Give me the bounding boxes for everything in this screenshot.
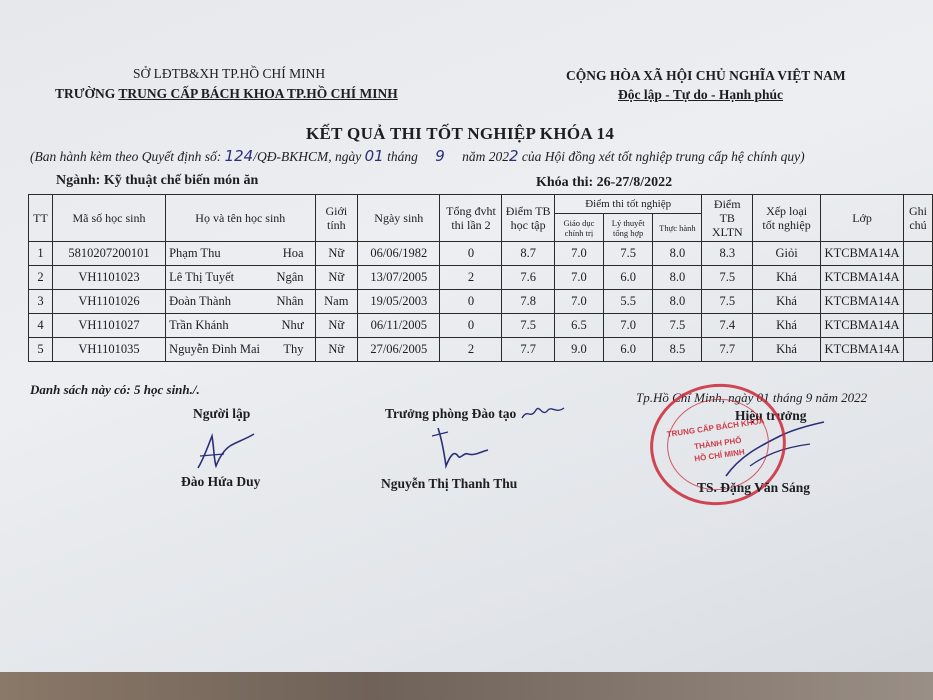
cell-full-name: [166, 338, 315, 362]
col-gender: [315, 195, 358, 242]
cell-theory: 6.0: [604, 338, 653, 362]
preparer-title: Người lập: [193, 406, 251, 421]
cell-note: [904, 242, 933, 266]
school-prefix: TRƯỜNG: [55, 86, 119, 101]
dept-head-name: Nguyễn Thị Thanh Thu: [381, 476, 518, 491]
cell-final: 8.3: [702, 242, 753, 266]
cell-theory: 7.0: [604, 314, 653, 338]
table-body: [29, 242, 933, 362]
major-label: Ngành: Kỹ thuật chế biến món ăn: [56, 173, 259, 188]
cell-tt: 3: [29, 290, 53, 314]
cell-full-name: [166, 290, 315, 314]
col-retake-l2: thi lần 2: [451, 218, 491, 232]
cell-politics: 6.5: [554, 314, 603, 338]
cell-gpa: 7.8: [502, 290, 554, 314]
results-table: [28, 194, 933, 362]
decision-subtitle: [30, 147, 805, 165]
cell-retake: 0: [440, 290, 502, 314]
col-final: [702, 195, 753, 242]
cell-retake: 0: [440, 314, 502, 338]
col-rank-l2: tốt nghiệp: [762, 218, 811, 232]
preparer-signature: [190, 428, 260, 473]
col-retake-l1: Tổng đvht: [446, 204, 496, 218]
cell-gender: Nữ: [315, 266, 358, 290]
student-first-name: Hoa: [282, 246, 304, 260]
col-student-id: Mã số học sinh: [52, 195, 165, 242]
student-last-name: Phạm Thu: [169, 246, 221, 260]
col-exam-group: Điểm thi tốt nghiệp: [554, 195, 702, 214]
decision-number: 124: [224, 147, 254, 165]
col-exam-theory: [604, 214, 653, 242]
student-first-name: Thy: [283, 342, 304, 356]
cell-rank: Giỏi: [753, 242, 821, 266]
cell-note: [904, 266, 933, 290]
table-row: [29, 314, 933, 338]
table-row: [29, 338, 933, 362]
subtitle-part4: năm 202: [462, 149, 509, 164]
cell-gender: Nữ: [315, 314, 358, 338]
document-title: KẾT QUẢ THI TỐT NGHIỆP KHÓA 14: [306, 124, 615, 143]
cell-final: 7.5: [702, 266, 753, 290]
cell-class: KTCBMA14A: [821, 242, 904, 266]
cell-student-id: 5810207200101: [52, 242, 165, 266]
cell-student-id: VH1101027: [52, 314, 165, 338]
school-name-underlined: TRUNG CẤP BÁCH KHOA TP.HỒ CHÍ MINH: [118, 86, 398, 101]
ministry-name: SỞ LĐTB&XH TP.HỒ CHÍ MINH: [133, 66, 326, 81]
desk-surface: [0, 672, 933, 700]
table-row: [29, 266, 933, 290]
cell-retake: 2: [440, 338, 502, 362]
cell-gender: Nữ: [315, 242, 358, 266]
cell-note: [904, 314, 933, 338]
cell-rank: Khá: [753, 266, 821, 290]
cell-gpa: 7.6: [502, 266, 554, 290]
col-rank-l1: Xếp loại: [766, 204, 808, 218]
student-last-name: Đoàn Thành: [169, 294, 231, 308]
stamp-line1: TRUNG CẤP BÁCH KHOA: [666, 416, 766, 439]
cell-dob: 06/06/1982: [358, 242, 440, 266]
exam-period: Khóa thi: 26-27/8/2022: [536, 175, 673, 190]
student-first-name: Như: [281, 318, 304, 332]
dept-head-signature: [420, 422, 490, 472]
cell-class: KTCBMA14A: [821, 314, 904, 338]
col-note-l2: chú: [909, 218, 927, 232]
col-tt: TT: [29, 195, 53, 242]
cell-practice: 8.0: [653, 242, 702, 266]
cell-class: KTCBMA14A: [821, 266, 904, 290]
student-first-name: Nhân: [276, 294, 304, 308]
student-last-name: Lê Thị Tuyết: [169, 270, 235, 284]
cell-theory: 5.5: [604, 290, 653, 314]
cell-full-name: [166, 266, 315, 290]
cell-politics: 7.0: [554, 290, 603, 314]
cell-student-id: VH1101035: [52, 338, 165, 362]
national-motto: Độc lập - Tự do - Hạnh phúc: [618, 87, 784, 102]
col-retake: [440, 195, 502, 242]
cell-tt: 1: [29, 242, 53, 266]
cell-gpa: 7.5: [502, 314, 554, 338]
col-theory-l2: tổng hợp: [613, 227, 644, 238]
cell-theory: 6.0: [604, 266, 653, 290]
cell-final: 7.7: [702, 338, 753, 362]
preparer-name: Đào Hứa Duy: [181, 474, 261, 489]
col-rank: [753, 195, 821, 242]
cell-final: 7.5: [702, 290, 753, 314]
cell-note: [904, 290, 933, 314]
subtitle-part3: tháng: [387, 149, 418, 164]
cell-gpa: 7.7: [502, 338, 554, 362]
cell-dob: 06/11/2005: [358, 314, 440, 338]
cell-practice: 8.5: [653, 338, 702, 362]
subtitle-part5: của Hội đồng xét tốt nghiệp trung cấp hệ chính quy): [521, 149, 805, 164]
col-class: Lớp: [821, 195, 904, 242]
principal-title: Hiệu trưởng: [735, 408, 807, 423]
stamp-line2: THÀNH PHỐ: [693, 435, 743, 452]
col-politics-l1: Giáo dục: [563, 217, 595, 228]
stamp-line3: HỒ CHÍ MINH: [693, 447, 746, 464]
cell-class: KTCBMA14A: [821, 338, 904, 362]
col-gpa-l2: học tập: [510, 218, 546, 232]
cell-retake: 2: [440, 266, 502, 290]
col-politics-l2: chính trị: [564, 227, 594, 238]
cell-theory: 7.5: [604, 242, 653, 266]
cell-rank: Khá: [753, 290, 821, 314]
col-note-l1: Ghi: [909, 204, 928, 218]
cell-gpa: 8.7: [502, 242, 554, 266]
subtitle-part2: /QĐ-BKHCM, ngày: [253, 149, 362, 164]
decision-year-digit: 2: [509, 147, 519, 165]
cell-politics: 7.0: [554, 242, 603, 266]
dept-head-title: Trưởng phòng Đào tạo: [385, 406, 517, 421]
col-gender-l1: Giới: [325, 204, 348, 218]
col-dob: Ngày sinh: [358, 195, 440, 242]
cell-practice: 7.5: [653, 314, 702, 338]
cell-tt: 2: [29, 266, 53, 290]
cell-retake: 0: [440, 242, 502, 266]
cell-rank: Khá: [753, 338, 821, 362]
cell-dob: 19/05/2003: [358, 290, 440, 314]
cell-tt: 5: [29, 338, 53, 362]
col-exam-politics: [554, 214, 603, 242]
cell-gender: Nữ: [315, 338, 358, 362]
col-gpa-l1: Điểm TB: [505, 204, 551, 218]
decision-month: 9: [435, 147, 445, 165]
col-note: [904, 195, 933, 242]
cell-full-name: [166, 314, 315, 338]
dept-head-initial: [520, 400, 570, 424]
cell-politics: 9.0: [554, 338, 603, 362]
cell-politics: 7.0: [554, 266, 603, 290]
col-gender-l2: tính: [326, 218, 346, 232]
subtitle-part1: (Ban hành kèm theo Quyết định số:: [30, 149, 222, 164]
cell-student-id: VH1101023: [52, 266, 165, 290]
cell-student-id: VH1101026: [52, 290, 165, 314]
table-row: [29, 290, 933, 314]
national-title: CỘNG HÒA XÃ HỘI CHỦ NGHĨA VIỆT NAM: [566, 68, 846, 83]
cell-dob: 13/07/2005: [358, 266, 440, 290]
col-final-l2: XLTN: [711, 225, 743, 239]
col-theory-l1: Lý thuyết: [611, 217, 645, 228]
cell-full-name: [166, 242, 315, 266]
table-header-row: [29, 195, 933, 214]
col-final-l1: Điểm TB: [713, 197, 741, 225]
col-full-name: Họ và tên học sinh: [166, 195, 315, 242]
student-last-name: Nguyễn Đình Mai: [169, 342, 261, 356]
cell-final: 7.4: [702, 314, 753, 338]
cell-note: [904, 338, 933, 362]
student-first-name: Ngân: [276, 270, 304, 284]
decision-day: 01: [364, 147, 384, 165]
summary-line: Danh sách này có: 5 học sinh./.: [30, 382, 200, 397]
cell-gender: Nam: [315, 290, 358, 314]
table-row: [29, 242, 933, 266]
col-gpa: [502, 195, 554, 242]
student-last-name: Trần Khánh: [169, 318, 229, 332]
school-name: [55, 86, 398, 102]
cell-dob: 27/06/2005: [358, 338, 440, 362]
cell-practice: 8.0: [653, 266, 702, 290]
cell-tt: 4: [29, 314, 53, 338]
col-exam-practice: Thực hành: [653, 214, 702, 242]
principal-name: TS. Đặng Văn Sáng: [697, 480, 811, 495]
cell-class: KTCBMA14A: [821, 290, 904, 314]
date-line: Tp.Hồ Chí Minh, ngày 01 tháng 9 năm 2022: [636, 390, 868, 405]
cell-practice: 8.0: [653, 290, 702, 314]
cell-rank: Khá: [753, 314, 821, 338]
